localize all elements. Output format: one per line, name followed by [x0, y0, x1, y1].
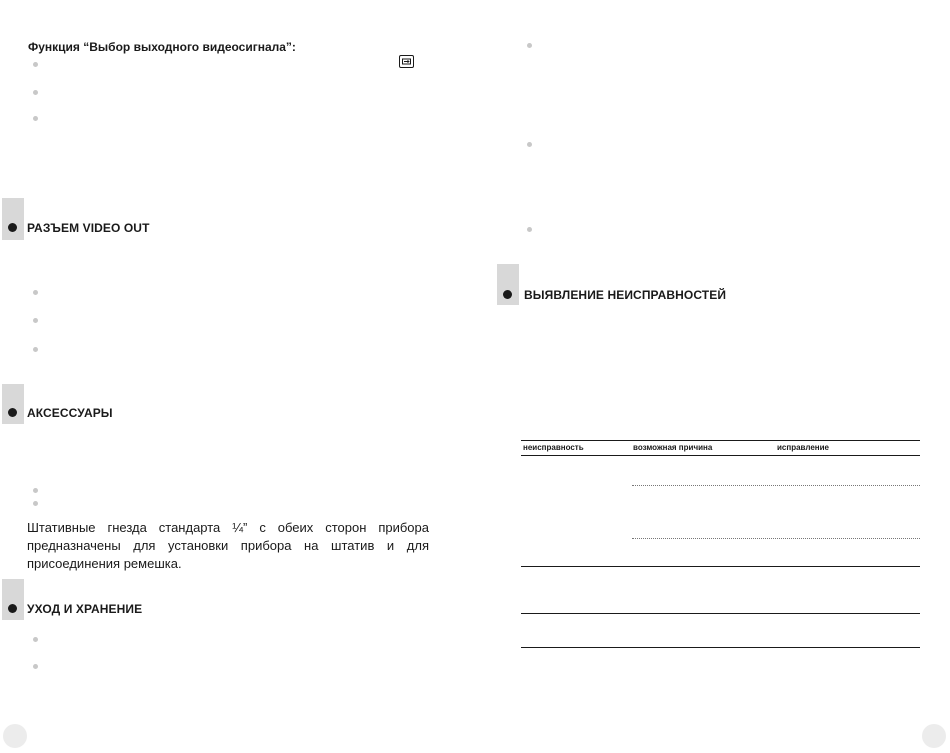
table-row-divider — [632, 538, 920, 539]
table-header-cause: возможная причина — [633, 443, 713, 452]
section-marker-bar — [2, 198, 24, 240]
video-function-heading: Функция “Выбор выходного видеосигнала”: — [28, 40, 296, 54]
section-marker-dot — [8, 223, 17, 232]
list-bullet — [33, 347, 38, 352]
table-top-rule — [521, 440, 920, 441]
list-bullet — [33, 90, 38, 95]
table-header-problem: неисправность — [523, 443, 584, 452]
table-row-rule — [521, 566, 920, 567]
page-number-circle — [3, 724, 27, 748]
section-marker-bar — [2, 384, 24, 424]
list-bullet — [33, 637, 38, 642]
section-marker-dot — [8, 604, 17, 613]
video-output-icon — [399, 55, 414, 68]
section-title-troubleshooting: ВЫЯВЛЕНИЕ НЕИСПРАВНОСТЕЙ — [524, 288, 727, 302]
list-bullet — [527, 142, 532, 147]
list-bullet — [527, 227, 532, 232]
section-title-video-out: РАЗЪЕМ VIDEO OUT — [27, 221, 150, 235]
list-bullet — [33, 290, 38, 295]
table-row-divider — [632, 485, 920, 486]
table-row-rule — [521, 613, 920, 614]
list-bullet — [33, 62, 38, 67]
list-bullet — [33, 318, 38, 323]
list-bullet — [527, 43, 532, 48]
section-title-care: УХОД И ХРАНЕНИЕ — [27, 602, 143, 616]
tripod-paragraph: Штативные гнезда стандарта ¼” с обеих сторон прибора предназначены для установки прибора на штатив и для присоединения ремешка. — [27, 520, 429, 571]
table-bottom-rule — [521, 647, 920, 648]
page-number-circle — [922, 724, 946, 748]
section-title-accessories: АКСЕССУАРЫ — [27, 406, 113, 420]
list-bullet — [33, 664, 38, 669]
table-header-rule — [521, 455, 920, 456]
list-bullet — [33, 501, 38, 506]
list-bullet — [33, 488, 38, 493]
list-bullet — [33, 116, 38, 121]
section-marker-bar — [2, 579, 24, 620]
section-marker-dot — [8, 408, 17, 417]
table-header-fix: исправление — [777, 443, 829, 452]
section-marker-dot — [503, 290, 512, 299]
